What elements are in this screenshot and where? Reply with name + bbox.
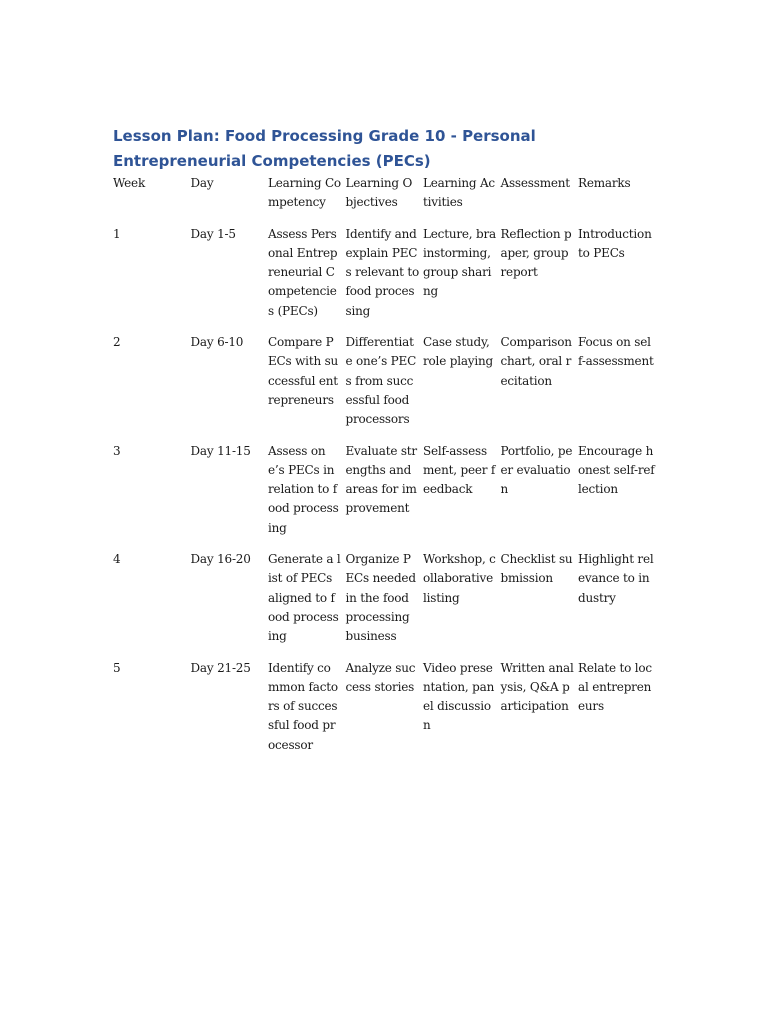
cell-remarks: Encourage honest self-reflection [578,443,655,497]
lesson-plan-table [113,174,659,767]
cell-day: Day 21-25 [190,660,251,675]
table-row [113,333,659,441]
cell-assessment: Reflection paper, group report [500,226,572,280]
cell-learning-activities: Workshop, collaborative listing [423,552,496,605]
column-header-assessment: Assessment [500,176,570,190]
cell-assessment: Checklist submission [500,552,573,586]
cell-learning-competency: Assess Personal Entrepreneurial Competencies (PECs) [268,226,338,318]
cell-learning-competency: Assess one’s PECs in relation to food processing [268,443,339,535]
column-header-learning-competency: Learning Competency [268,176,341,210]
column-header-week: Week [113,176,146,190]
cell-day: Day 16-20 [190,552,251,567]
cell-remarks: Highlight relevance to industry [578,552,654,605]
column-header-day: Day [190,176,214,190]
cell-day: Day 11-15 [190,443,251,458]
cell-learning-competency: Identify common factors of successful food processor [268,660,338,752]
table-row [113,225,659,333]
cell-learning-activities: Self-assessment, peer feedback [423,443,496,497]
cell-week: 1 [113,226,121,241]
cell-remarks: Relate to local entrepreneurs [578,660,652,714]
cell-week: 5 [113,660,121,675]
cell-day: Day 6-10 [190,335,244,350]
cell-week: 3 [113,443,121,458]
page-title: Lesson Plan: Food Processing Grade 10 - Personal Entrepreneurial Competencies (PECs) [113,127,536,170]
table-row [113,659,659,767]
cell-learning-objectives: Identify and explain PECs relevant to food processing [345,226,419,318]
cell-learning-competency: Generate a list of PECs aligned to food processing [268,552,341,644]
cell-remarks: Focus on self-assessment [578,335,654,369]
cell-day: Day 1-5 [190,226,236,241]
table-header-row [113,174,659,225]
cell-week: 4 [113,552,121,567]
cell-learning-objectives: Organize PECs needed in the food processing business [345,552,416,644]
cell-learning-activities: Lecture, brainstorming, group sharing [423,226,496,299]
cell-assessment: Portfolio, peer evaluation [500,443,573,497]
cell-learning-activities: Video presentation, panel discussion [423,660,495,733]
column-header-remarks: Remarks [578,176,631,190]
cell-assessment: Comparison chart, oral recitation [500,335,572,388]
cell-remarks: Introduction to PECs [578,226,652,260]
column-header-learning-activities: Learning Activities [423,176,495,210]
table-row [113,442,659,550]
column-header-learning-objectives: Learning Objectives [345,176,413,210]
cell-learning-objectives: Differentiate one’s PECs from successful food processors [345,335,417,427]
cell-learning-objectives: Evaluate strengths and areas for improvement [345,443,417,516]
cell-week: 2 [113,335,121,350]
cell-learning-activities: Case study, role playing [423,335,494,369]
cell-learning-objectives: Analyze success stories [345,660,416,694]
cell-assessment: Written analysis, Q&A participation [500,660,574,714]
table-row [113,550,659,658]
cell-learning-competency: Compare PECs with successful entrepreneurs [268,335,339,407]
